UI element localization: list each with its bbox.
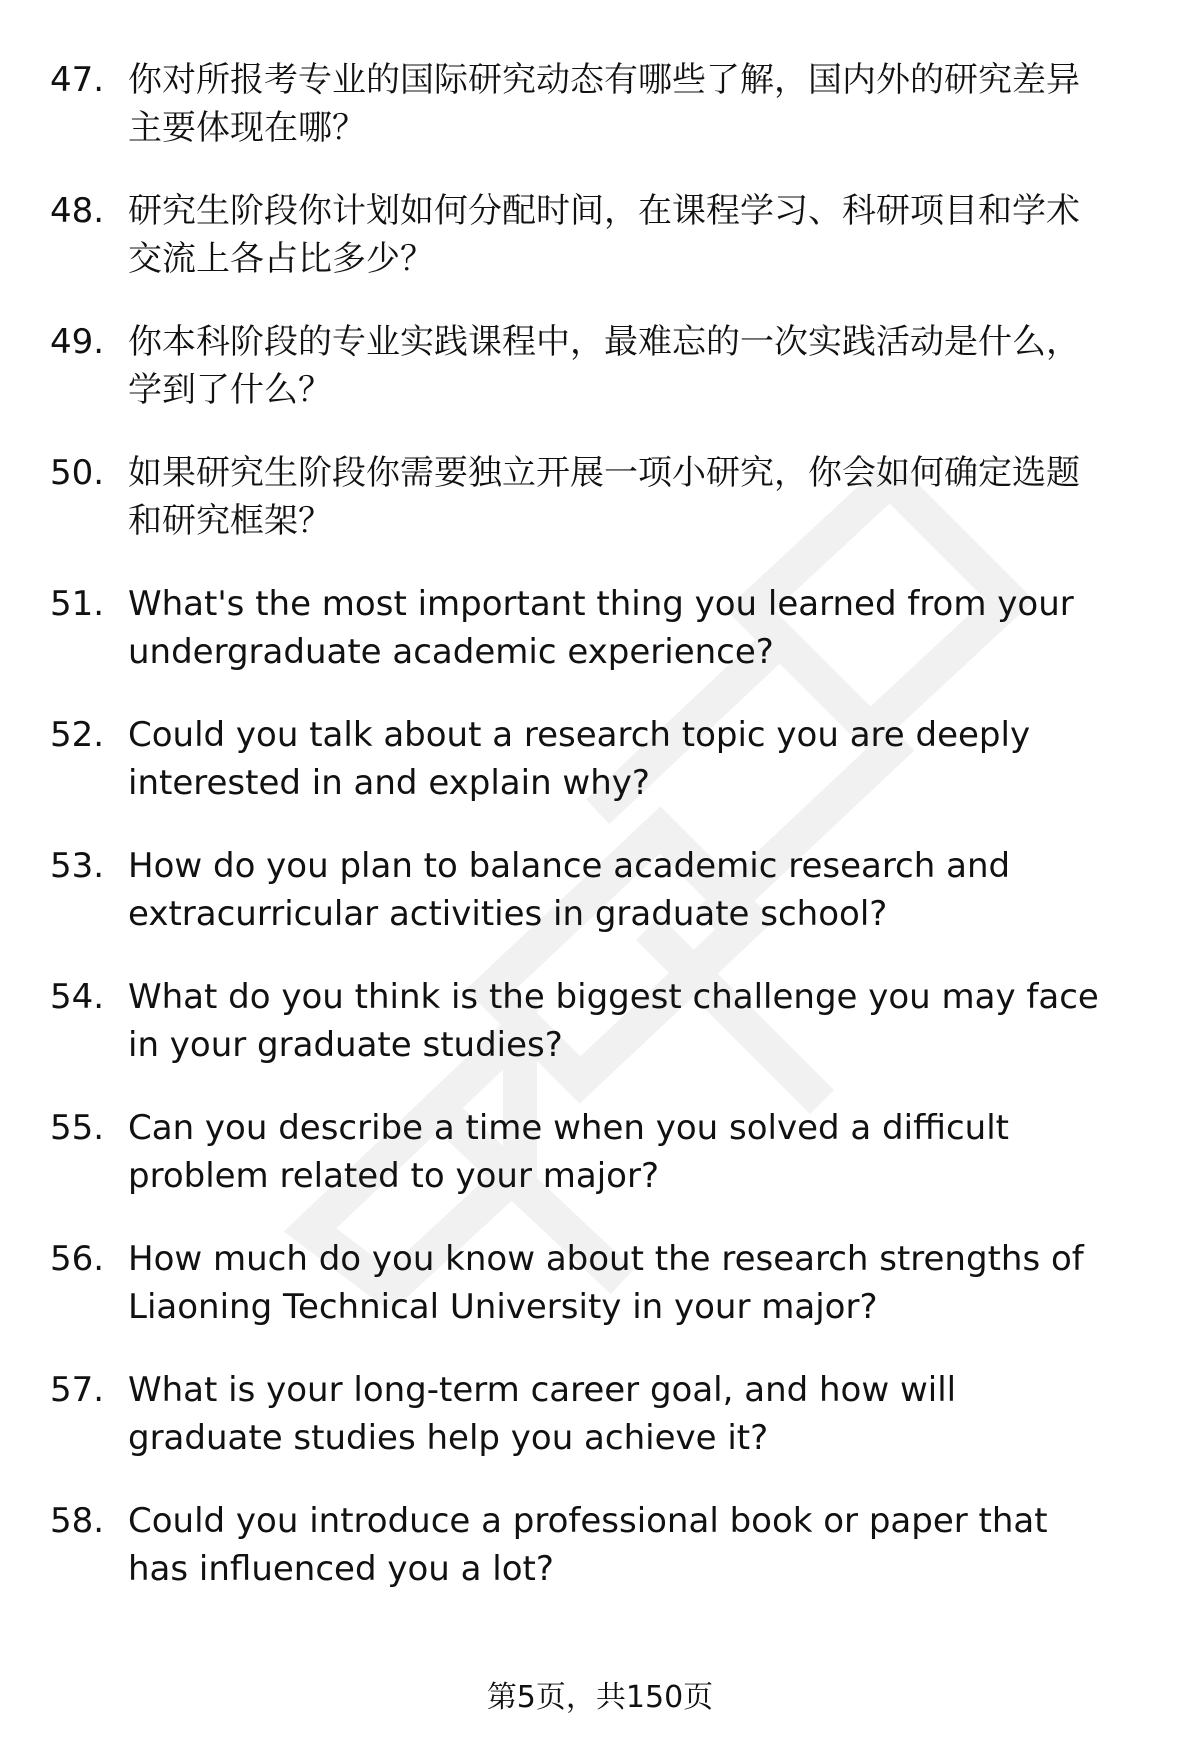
- question-item: [50, 1497, 1110, 1593]
- question-item: [50, 318, 1110, 414]
- question-item: [50, 973, 1110, 1069]
- question-item: [50, 56, 1110, 152]
- question-number: 55.: [50, 1108, 105, 1148]
- question-number: 58.: [50, 1501, 105, 1541]
- page-footer: 第5页，共150页: [486, 1680, 714, 1715]
- question-text: How do you plan to balance academic research and extracurricular activities in graduate school?: [128, 846, 1011, 934]
- question-number: 51.: [50, 584, 105, 624]
- question-text: Could you talk about a research topic you are deeply interested in and explain why?: [128, 715, 1031, 803]
- question-text: What's the most important thing you learned from your undergraduate academic experience?: [128, 584, 1074, 672]
- question-number: 52.: [50, 715, 105, 755]
- question-text: What is your long-term career goal, and how will graduate studies help you achieve it?: [128, 1370, 957, 1458]
- question-number: 50.: [50, 453, 105, 493]
- question-number: 53.: [50, 846, 105, 886]
- question-text: 如果研究生阶段你需要独立开展一项小研究，你会如何确定选题和研究框架？: [128, 453, 1080, 541]
- question-text: Can you describe a time when you solved a difficult problem related to your major?: [128, 1108, 1009, 1196]
- question-number: 48.: [50, 191, 105, 231]
- question-item: [50, 449, 1110, 545]
- question-number: 57.: [50, 1370, 105, 1410]
- question-item: [50, 842, 1110, 938]
- question-item: [50, 1104, 1110, 1200]
- question-text: 研究生阶段你计划如何分配时间，在课程学习、科研项目和学术交流上各占比多少？: [128, 191, 1080, 279]
- question-number: 54.: [50, 977, 105, 1017]
- question-text: What do you think is the biggest challenge you may face in your graduate studies?: [128, 977, 1099, 1065]
- question-text: 你对所报考专业的国际研究动态有哪些了解，国内外的研究差异主要体现在哪？: [128, 60, 1080, 148]
- question-item: [50, 711, 1110, 807]
- question-item: [50, 580, 1110, 676]
- question-number: 47.: [50, 60, 105, 100]
- question-text: How much do you know about the research strengths of Liaoning Technical University in your major?: [128, 1239, 1084, 1327]
- question-item: [50, 1235, 1110, 1331]
- question-list: [50, 56, 1150, 1628]
- question-text: Could you introduce a professional book or paper that has influenced you a lot?: [128, 1501, 1048, 1589]
- question-item: [50, 187, 1110, 283]
- question-number: 56.: [50, 1239, 105, 1279]
- question-text: 你本科阶段的专业实践课程中，最难忘的一次实践活动是什么，学到了什么？: [128, 322, 1080, 410]
- question-number: 49.: [50, 322, 105, 362]
- question-item: [50, 1366, 1110, 1462]
